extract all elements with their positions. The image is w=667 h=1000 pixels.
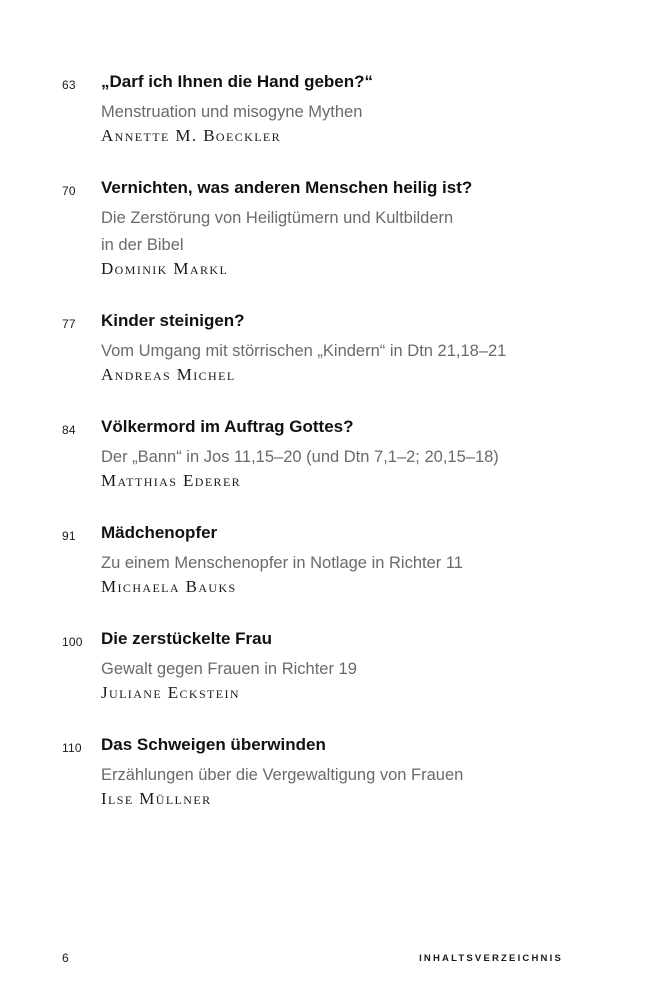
toc-entry-author: Juliane Eckstein: [101, 683, 240, 702]
toc-page-number: 110: [62, 741, 82, 755]
toc-page-number: 63: [62, 78, 76, 92]
toc-entry-title: Kinder steinigen?: [101, 311, 245, 330]
toc-entry-author: Dominik Markl: [101, 259, 229, 278]
toc-page-number: 84: [62, 423, 76, 437]
toc-page-number: 70: [62, 184, 76, 198]
subtitle-line: Erzählungen über die Vergewaltigung von Frauen: [101, 766, 464, 784]
toc-page-number: 77: [62, 317, 76, 331]
subtitle-line: in der Bibel: [101, 235, 184, 254]
toc-entry-subtitle: [101, 550, 521, 577]
toc-entry-author: Annette M. Boeckler: [101, 126, 282, 145]
toc-entry-title: Mädchenopfer: [101, 523, 218, 542]
toc-entry-title: „Darf ich Ihnen die Hand geben?“: [101, 72, 374, 91]
toc-entry-subtitle: [101, 99, 521, 126]
toc-entry-author: Matthias Ederer: [101, 471, 242, 490]
toc-entry-subtitle: [101, 205, 521, 258]
subtitle-line: Gewalt gegen Frauen in Richter 19: [101, 660, 357, 678]
subtitle-line: Der „Bann“ in Jos 11,15–20 (und Dtn 7,1–2; 20,15–18): [101, 448, 499, 466]
toc-entry-subtitle: [101, 444, 521, 471]
toc-page-number: 100: [62, 635, 83, 649]
subtitle-line: Vom Umgang mit störrischen „Kindern“ in Dtn 21,18–21: [101, 342, 507, 360]
toc-entry-title: Vernichten, was anderen Menschen heilig ist?: [101, 178, 473, 197]
subtitle-line: Zu einem Menschenopfer in Notlage in Richter 11: [101, 554, 463, 572]
footer-page-number: 6: [62, 951, 69, 965]
subtitle-line: Die Zerstörung von Heiligtümern und Kultbildern: [101, 209, 454, 227]
toc-entry-author: Ilse Müllner: [101, 789, 212, 808]
toc-entry-title: Das Schweigen überwinden: [101, 735, 326, 754]
toc-entry-author: Andreas Michel: [101, 365, 236, 384]
toc-page-number: 91: [62, 529, 76, 543]
toc-entry-title: Völkermord im Auftrag Gottes?: [101, 417, 354, 436]
toc-entry-subtitle: [101, 762, 521, 789]
toc-entry-title: Die zerstückelte Frau: [101, 629, 273, 648]
toc-entry-author: Michaela Bauks: [101, 577, 237, 596]
subtitle-line: Menstruation und misogyne Mythen: [101, 103, 363, 121]
toc-entry-subtitle: [101, 656, 521, 683]
footer-section-title: INHALTSVERZEICHNIS: [419, 953, 563, 964]
toc-entry-subtitle: [101, 338, 521, 365]
